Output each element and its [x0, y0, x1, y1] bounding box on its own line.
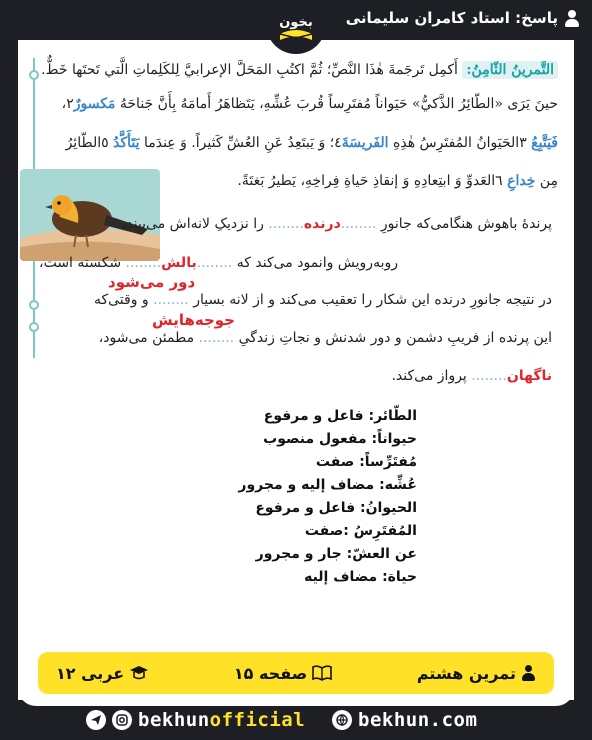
text-segment: این پرنده از فریبِ دشمن و دور شدنش و نجاتِ زندگیِ	[238, 330, 552, 346]
underlined-word: فَيَتَّبِعُ	[531, 135, 558, 151]
text-segment: حينَ يَرَى «الطّائِرُ الذَّكيُّ» حَيَواناً مُفتَرِساً قُربَ عُشِّهِ، يَتَظاهَرُ أَمامَهُ بِأَنَّ جَناحَهُ	[119, 96, 558, 112]
graduation-cap-icon	[129, 665, 149, 681]
text-segment: مطمئن می‌شود،	[98, 330, 195, 346]
underlined-word: مَكسورٌ	[73, 96, 116, 112]
underlined-word: خِداعِ	[507, 173, 536, 189]
answer-fill: درنده	[303, 216, 341, 232]
answer-item: المُفتَرِسُ :صفت	[304, 523, 417, 539]
text-segment: پرواز می‌کند.	[391, 368, 467, 384]
text-segment: را نزدیکِ لانه‌اش می‌بیند،	[121, 216, 264, 232]
fill-dots: ........	[125, 255, 162, 271]
rail-ornament-icon	[29, 300, 39, 310]
info-bar	[38, 652, 554, 694]
website-link[interactable]	[332, 709, 477, 731]
telegram-icon[interactable]	[86, 710, 106, 730]
bird-illustration-icon	[20, 169, 160, 261]
handle-part: bekhun	[138, 709, 210, 731]
translation-line-5	[391, 368, 552, 384]
text-segment: ٢،	[61, 96, 74, 112]
answer-item: حیاة: مضاف إلیه	[304, 569, 417, 585]
answer-item: عن العشّ: جار و مجرور	[255, 546, 417, 562]
answer-fill: بالش	[161, 255, 197, 271]
book-logo-icon	[274, 8, 318, 48]
user-icon	[521, 665, 536, 681]
answer-fill: ناگهان	[506, 368, 552, 384]
translation-line-4	[99, 330, 552, 346]
header-title-text: پاسخ: استاد کامران سلیمانی	[345, 9, 558, 27]
fill-dots: ........	[340, 216, 377, 232]
answer-fill-far: دور می‌شود	[108, 273, 196, 291]
answer-item: حیواناً: مفعول منصوب	[263, 431, 417, 447]
grammar-answers	[157, 405, 417, 589]
translation-line-1	[122, 216, 552, 232]
text-segment: و وقتی‌که	[93, 292, 149, 308]
page-label-text: صفحه ۱۵	[233, 663, 308, 683]
frame-left	[0, 40, 18, 700]
open-book-icon	[312, 665, 332, 681]
subject-label	[56, 664, 149, 683]
header-title	[346, 9, 580, 27]
text-segment: ٣الحَيَوانُ المُفتَرِسُ هٰذِهِ	[393, 135, 527, 151]
user-icon	[564, 10, 580, 27]
fill-dots: ........	[471, 368, 507, 384]
bird-photo	[20, 169, 160, 261]
subject-label-text: عربی ۱۲	[56, 663, 125, 683]
fill-dots: ........	[196, 255, 233, 271]
text-segment: مِن	[539, 173, 558, 189]
text-segment: روبه‌رویش وانمود می‌کند که	[236, 255, 398, 271]
underlined-word: يَتَأَكَّدُ	[113, 135, 140, 151]
answer-item: مُفتَرِّساً: صفت	[315, 454, 417, 470]
exercise-label-text: تمرین هشتم	[416, 663, 516, 683]
social-handle[interactable]	[86, 709, 305, 731]
fill-dots: ........	[153, 292, 189, 308]
brand-logo	[266, 2, 326, 54]
fill-dots: ........	[268, 216, 304, 232]
exercise-title: التَّمرينُ الثّامِنُ:	[462, 61, 558, 79]
website-text[interactable]: bekhun.com	[358, 709, 478, 731]
globe-icon	[332, 710, 352, 730]
text-segment: ٥الطّائِرُ	[65, 135, 109, 151]
answer-fill-chicks: جوجه‌هایش	[152, 311, 235, 329]
text-segment: پرندۀ باهوش هنگامی‌که جانورِ	[380, 216, 552, 232]
exercise-line-3	[38, 135, 558, 151]
underlined-word: الفَريسَةَ	[341, 135, 389, 151]
text-segment: ٦العَدوِّ وَ ابتِعادِهِ وَ إنقاذِ حَياةِ فِراخِهِ، يَطيرُ بَغتَةً.	[237, 173, 503, 189]
translation-line-3	[94, 292, 552, 308]
text-segment: ٤؛ وَ يَبتَعِدُ عَنِ العُشِّ كَثيراً. وَ عِندَما	[143, 135, 342, 151]
instagram-icon[interactable]	[112, 710, 132, 730]
answer-item: الحیوانُ: فاعل و مرفوع	[255, 500, 417, 516]
rail-ornament-icon	[29, 322, 39, 332]
text-segment: در نتیجه جانورِ درنده این شکار را تعقیب می‌کند و از لانه بسیار	[193, 292, 552, 308]
fill-dots: ........	[198, 330, 235, 346]
handle-accent: official	[209, 709, 306, 731]
exercise-line-1	[38, 62, 558, 78]
logo-text: بخون	[279, 15, 313, 30]
answer-item: عُشِّه: مضاف إلیه و مجرور	[238, 477, 417, 493]
frame-right	[574, 40, 592, 700]
translation-line-2	[39, 255, 398, 271]
text-segment: شکسته است،	[39, 255, 122, 271]
exercise-line-2	[38, 96, 558, 112]
social-handle-text[interactable]	[138, 709, 305, 731]
exercise-label	[417, 664, 536, 683]
exercise-instruction: أَكمِل تَرجَمةَ هٰذَا النَّصِّ؛ ثُمَّ اكتُبِ المَحَلَّ الإعرابيَّ لِلكَلِماتِ الَّتي تَحتَها خَطٌّ.	[41, 62, 458, 78]
answer-item: الطّائر: فاعل و مرفوع	[263, 408, 417, 424]
page-label	[234, 664, 332, 683]
